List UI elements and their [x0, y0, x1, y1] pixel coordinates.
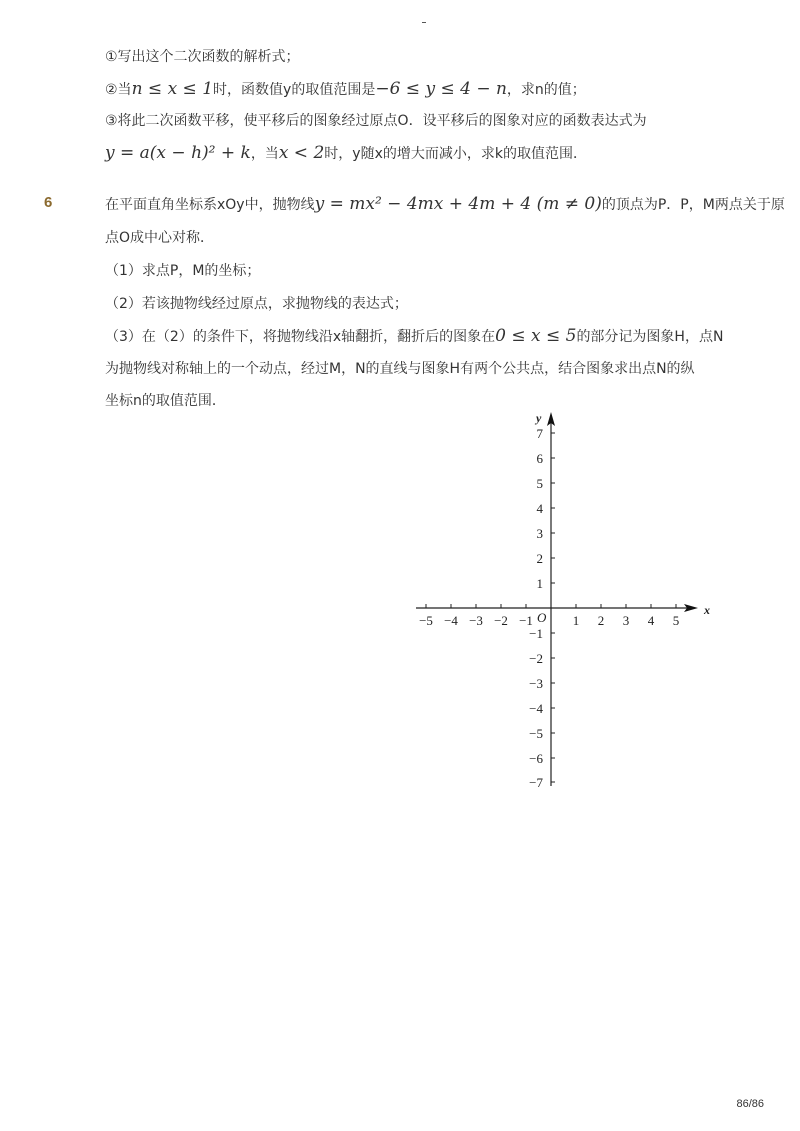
y-tick-label: −2: [529, 651, 543, 666]
prev-part3-math-condition: x < 2: [278, 143, 325, 163]
question-part3-line3: [105, 391, 226, 411]
question-stem-line2: [105, 228, 214, 248]
question-number: 6: [44, 194, 53, 211]
y-tick-label: 4: [536, 501, 543, 516]
question-stem-line1: [105, 194, 785, 215]
stem-suffix: 的顶点为P．P，M两点关于原: [601, 197, 785, 213]
x-tick-label: −3: [469, 613, 483, 628]
x-tick-label: −2: [494, 613, 508, 628]
y-tick-label: 3: [536, 526, 543, 541]
part3-line3-text: 坐标n的取值范围．: [105, 393, 226, 409]
y-ticks: [529, 426, 555, 790]
part3-math-range: 0 ≤ x ≤ 5: [495, 326, 577, 346]
y-tick-label: 2: [536, 551, 543, 566]
prev-part3-line1: [105, 111, 647, 131]
y-axis-label: y: [536, 411, 542, 425]
stem-line2-text: 点O成中心对称．: [105, 230, 215, 246]
part2-text: （2）若该抛物线经过原点，求抛物线的表达式；: [105, 296, 408, 312]
x-tick-label: 4: [647, 613, 655, 628]
x-axis-label: x: [704, 603, 710, 617]
y-tick-label: −7: [529, 775, 543, 790]
part3-suffix: 的部分记为图象H，点N: [576, 329, 724, 345]
x-tick-label: −1: [519, 613, 533, 628]
y-tick-label: 5: [536, 476, 543, 491]
x-tick-label: 1: [572, 613, 580, 628]
y-tick-label: −5: [529, 726, 543, 741]
prev-part1-text: ①写出这个二次函数的解析式；: [105, 49, 300, 65]
prev-part2-mid: 时，函数值y的取值范围是: [213, 82, 376, 98]
origin-label: O: [537, 610, 547, 625]
x-tick-label: −5: [419, 613, 433, 628]
y-tick-label: 1: [536, 576, 543, 591]
x-tick-label: 5: [672, 613, 680, 628]
stem-prefix: 在平面直角坐标系xOy中，抛物线: [105, 197, 315, 213]
prev-part3-text: ③将此二次函数平移，使平移后的图象经过原点O．设平移后的图象对应的函数表达式为: [105, 113, 647, 129]
y-tick-label: −4: [529, 701, 543, 716]
x-axis-arrow-icon: [684, 604, 698, 612]
part3-line2-text: 为抛物线对称轴上的一个动点，经过M，N的直线与图象H有两个公共点，结合图象求出点N的纵: [105, 361, 695, 377]
y-tick-label: 6: [536, 451, 543, 466]
page-number: 86/86: [736, 1098, 764, 1110]
x-tick-label: 3: [622, 613, 630, 628]
y-axis-arrow-icon: [547, 412, 555, 426]
question-part1: [105, 261, 260, 281]
prev-part3-line2: [105, 143, 587, 164]
prev-part1: [105, 47, 300, 67]
prev-part2-prefix: ②当: [105, 82, 132, 98]
header-mark: [422, 22, 426, 23]
prev-part3-math-function: y = a(x − h)² + k: [105, 143, 251, 163]
question-part3-line2: [105, 359, 695, 379]
prev-part2-suffix: ，求n的值；: [506, 82, 586, 98]
prev-part2-math-range-y: −6 ≤ y ≤ 4 − n: [375, 79, 507, 99]
y-tick-label: −6: [529, 751, 543, 766]
prev-part3-suffix: 时，y随x的增大而减小，求k的取值范围．: [324, 146, 587, 162]
axes: [416, 412, 698, 786]
x-ticks: [419, 604, 679, 628]
question-part2: [105, 294, 408, 314]
part3-prefix: （3）在（2）的条件下，将抛物线沿x轴翻折，翻折后的图象在: [105, 329, 496, 345]
y-tick-label: −1: [529, 626, 543, 641]
y-tick-label: 7: [536, 426, 543, 441]
x-tick-label: −4: [444, 613, 458, 628]
stem-parabola-equation: y = mx² − 4mx + 4m + 4 (m ≠ 0): [314, 194, 602, 214]
question-part3-line1: [105, 326, 723, 347]
prev-part2: [105, 79, 586, 100]
part1-text: （1）求点P，M的坐标；: [105, 263, 261, 279]
y-tick-label: −3: [529, 676, 543, 691]
prev-part3-mid: ，当: [250, 146, 279, 162]
x-tick-label: 2: [597, 613, 605, 628]
prev-part2-math-range-x: n ≤ x ≤ 1: [131, 79, 214, 99]
